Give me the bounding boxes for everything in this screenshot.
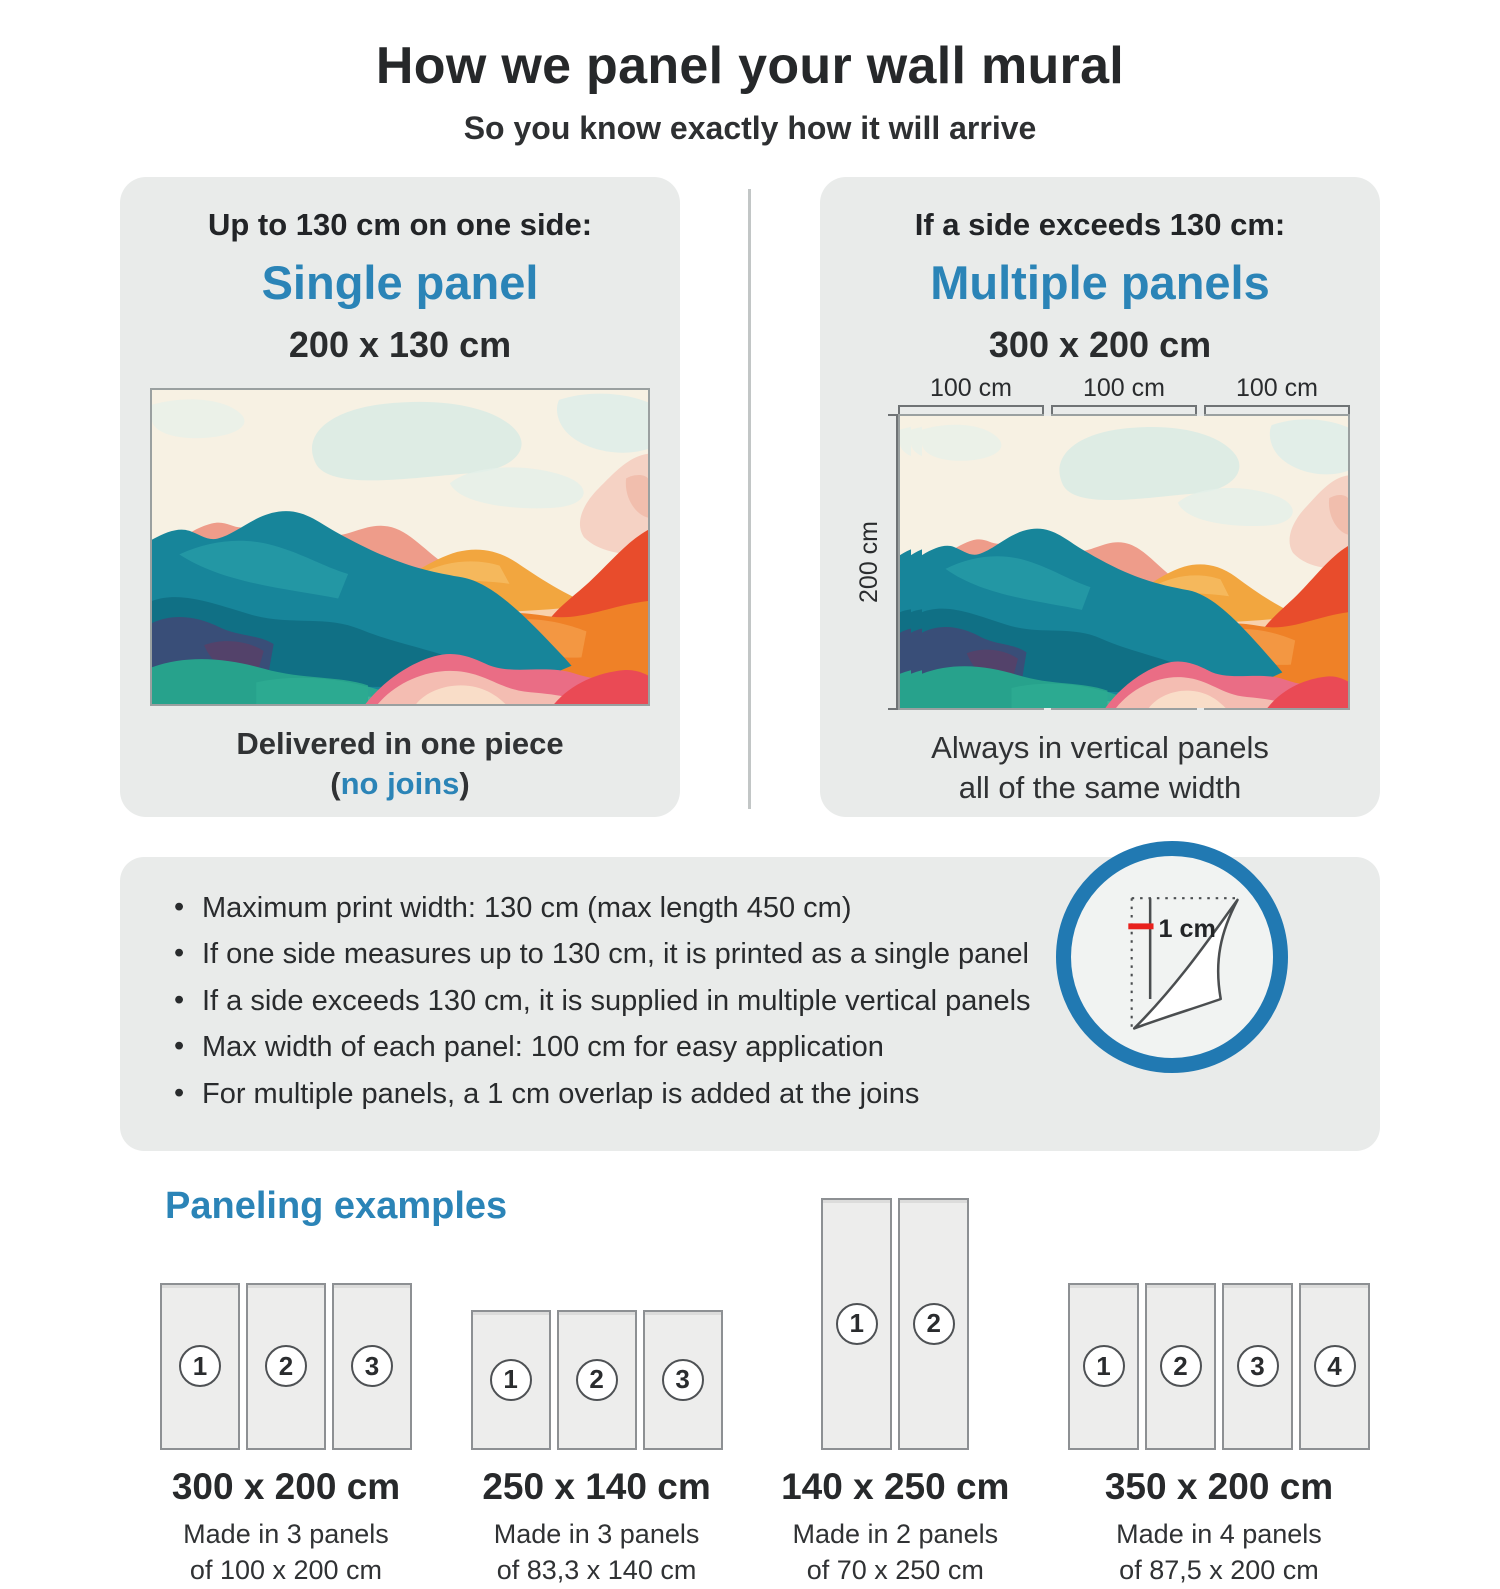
width-label-2: 100 cm [1083, 374, 1165, 402]
cards-divider [748, 189, 751, 809]
info-bullet-list [168, 891, 1050, 1112]
page-curl-overlap-icon [1088, 873, 1256, 1041]
example-panel [1222, 1283, 1293, 1450]
example-panels [471, 1194, 723, 1450]
example-panel [471, 1310, 551, 1450]
panel-number-badge: 1 [490, 1359, 532, 1401]
page-subtitle: So you know exactly how it will arrive [463, 110, 1037, 146]
info-bullet: • For multiple panels, a 1 cm overlap is added at the joins [168, 1077, 1050, 1112]
example-panels [1068, 1194, 1370, 1450]
info-box [120, 857, 1380, 1151]
width-unit-1 [898, 374, 1044, 414]
example-panels [160, 1194, 412, 1450]
example-300x200 [160, 1194, 412, 1589]
caption-same-width: all of the same width [958, 770, 1242, 806]
width-label-1: 100 cm [930, 374, 1012, 402]
mural-diagram [850, 374, 1350, 710]
example-size-label: 300 x 200 cm [171, 1465, 401, 1507]
width-bracket-icon [1051, 405, 1197, 414]
single-panel-condition: Up to 130 cm on one side: [207, 207, 593, 242]
example-made-line: Made in 3 panels [493, 1518, 700, 1549]
example-350x200 [1068, 1194, 1370, 1589]
height-bracket-icon [888, 414, 898, 710]
single-panel-caption [140, 724, 660, 805]
mural-panel-3 [1204, 414, 1350, 710]
caption-no-joins: no joins [340, 766, 460, 802]
info-bullet: • Max width of each panel: 100 cm for easy application [168, 1030, 1050, 1065]
example-panel [160, 1283, 240, 1450]
width-labels-row [898, 374, 1350, 414]
example-panels [821, 1194, 969, 1450]
example-panel [643, 1310, 723, 1450]
caption-paren-close: ) [459, 766, 470, 802]
info-bullet: • If a side exceeds 130 cm, it is supplied in multiple vertical panels [168, 984, 1050, 1019]
width-label-3: 100 cm [1236, 374, 1318, 402]
single-panel-size: 200 x 130 cm [288, 324, 512, 365]
mural-panels [898, 414, 1350, 710]
panel-number-badge: 2 [265, 1345, 307, 1387]
example-panel-info [1116, 1516, 1322, 1589]
example-size-label: 250 x 140 cm [482, 1465, 711, 1507]
height-label-column [850, 414, 898, 710]
example-panel [898, 1198, 969, 1450]
single-panel-card [120, 177, 680, 817]
caption-paren-open: ( [330, 766, 341, 802]
single-panel-heading: Single panel [261, 256, 539, 309]
panel-number-badge: 1 [1083, 1345, 1125, 1387]
caption-vertical-panels: Always in vertical panels [931, 730, 1269, 765]
width-bracket-icon [1204, 405, 1350, 414]
panel-number-badge: 2 [913, 1303, 955, 1345]
panel-number-badge: 1 [179, 1345, 221, 1387]
info-bullet: • If one side measures up to 130 cm, it is printed as a single panel [168, 937, 1050, 972]
example-panel [1145, 1283, 1216, 1450]
multiple-panels-condition: If a side exceeds 130 cm: [914, 207, 1286, 242]
multiple-panels-heading: Multiple panels [930, 256, 1270, 309]
example-of-line: of 70 x 250 cm [806, 1555, 984, 1586]
multiple-panels-card [820, 177, 1380, 817]
example-panel [821, 1198, 892, 1450]
example-of-line: of 83,3 x 140 cm [496, 1555, 697, 1586]
example-panel [246, 1283, 326, 1450]
example-size-label: 140 x 250 cm [781, 1465, 1010, 1507]
caption-delivered: Delivered in one piece [236, 726, 564, 761]
page-title: How we panel your wall mural [375, 37, 1125, 95]
width-unit-3 [1204, 374, 1350, 414]
example-panel-info [792, 1516, 998, 1589]
example-made-line: Made in 2 panels [792, 1518, 999, 1549]
multiple-panels-size: 300 x 200 cm [988, 324, 1212, 365]
example-panel [1068, 1283, 1139, 1450]
header [0, 0, 1500, 147]
example-panel [332, 1283, 412, 1450]
panel-number-badge: 2 [1160, 1345, 1202, 1387]
panel-number-badge: 4 [1314, 1345, 1356, 1387]
example-140x250 [781, 1194, 1009, 1589]
panel-number-badge: 1 [836, 1303, 878, 1345]
panel-number-badge: 3 [1237, 1345, 1279, 1387]
paneling-examples-heading: Paneling examples [165, 1184, 508, 1227]
panel-number-badge: 3 [351, 1345, 393, 1387]
panel-number-badge: 2 [576, 1359, 618, 1401]
example-of-line: of 100 x 200 cm [189, 1555, 383, 1586]
example-made-line: Made in 4 panels [1116, 1518, 1322, 1549]
height-label: 200 cm [855, 521, 883, 603]
width-unit-2 [1051, 374, 1197, 414]
overlap-label: 1 cm [1158, 914, 1216, 943]
single-mural-image [150, 388, 650, 706]
example-of-line: of 87,5 x 200 cm [1119, 1555, 1319, 1586]
example-size-label: 350 x 200 cm [1104, 1465, 1334, 1507]
cards-row [120, 177, 1380, 817]
example-250x140 [471, 1194, 723, 1589]
example-panel [1299, 1283, 1370, 1450]
examples-row [160, 1194, 1370, 1589]
example-made-line: Made in 3 panels [183, 1518, 389, 1549]
info-bullet: • Maximum print width: 130 cm (max length 450 cm) [168, 891, 1050, 926]
overlap-circle-badge [1056, 841, 1288, 1073]
example-panel-info [494, 1516, 700, 1589]
overlap-red-marker [1128, 923, 1153, 929]
multiple-panels-caption [840, 728, 1360, 809]
example-panel-info [183, 1516, 389, 1589]
width-bracket-icon [898, 405, 1044, 414]
panel-number-badge: 3 [662, 1359, 704, 1401]
example-panel [557, 1310, 637, 1450]
